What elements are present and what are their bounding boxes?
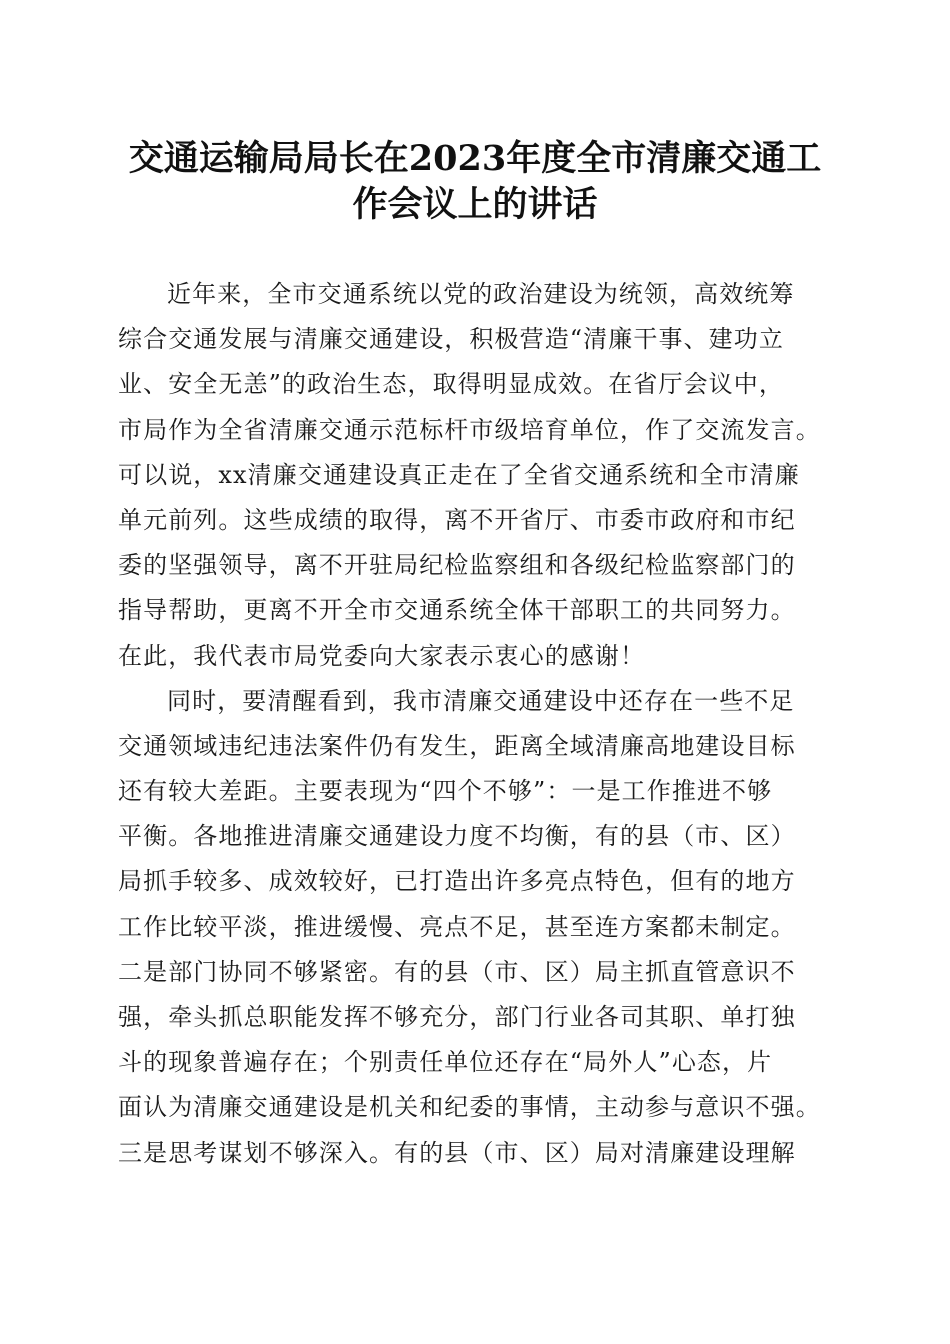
paragraph-line: 交通领域违纪违法案件仍有发生，距离全域清廉高地建设目标 [118,731,796,760]
paragraph-line: 平衡。各地推进清廉交通建设力度不均衡，有的县（市、区） [118,822,796,851]
paragraph-line: 近年来，全市交通系统以党的政治建设为统领，高效统筹 [167,280,795,308]
paragraph-line: 局抓手较多、成效较好，已打造出许多亮点特色，但有的地方 [118,867,796,896]
paragraph-2 [118,679,832,1176]
paragraph-line: 市局作为全省清廉交通示范标杆市级培育单位，作了交流发言。 [118,415,821,444]
paragraph-line: 强，牵头抓总职能发挥不够充分，部门行业各司其职、单打独 [118,1003,796,1031]
paragraph-line: 工作比较平淡，推进缓慢、亮点不足，甚至连方案都未制定。 [118,912,796,941]
paragraph-line: 面认为清廉交通建设是机关和纪委的事情，主动参与意识不强。 [118,1093,821,1122]
paragraph-line: 委的坚强领导，离不开驻局纪检监察组和各级纪检监察部门的 [118,551,796,580]
title-line-2: 作会议上的讲话 [352,184,598,225]
paragraph-line: 在此，我代表市局党委向大家表示衷心的感谢！ [118,641,646,670]
paragraph-line: 指导帮助，更离不开全市交通系统全体干部职工的共同努力。 [118,596,796,625]
document-title [100,136,850,228]
title-line-1: 交通运输局局长在2023年度全市清廉交通工 [128,138,822,179]
paragraph-line: 斗的现象普遍存在；个别责任单位还存在“局外人”心态，片 [118,1048,773,1077]
paragraph-line: 同时，要清醒看到，我市清廉交通建设中还存在一些不足 [167,686,795,715]
paragraph-line: 单元前列。这些成绩的取得，离不开省厅、市委市政府和市纪 [118,505,796,534]
paragraph-line: 业、安全无恙”的政治生态，取得明显成效。在省厅会议中， [118,370,784,399]
paragraph-1 [118,272,832,679]
document-body [118,272,832,1176]
paragraph-line: 还有较大差距。主要表现为“四个不够”：一是工作推进不够 [118,777,773,806]
paragraph-line: 三是思考谋划不够深入。有的县（市、区）局对清廉建设理解 [118,1138,796,1167]
paragraph-line: 综合交通发展与清廉交通建设，积极营造“清廉干事、建功立 [118,325,784,354]
paragraph-line: 二是部门协同不够紧密。有的县（市、区）局主抓直管意识不 [118,957,796,986]
paragraph-line: 可以说，xx清廉交通建设真正走在了全省交通系统和全市清廉 [118,460,800,489]
